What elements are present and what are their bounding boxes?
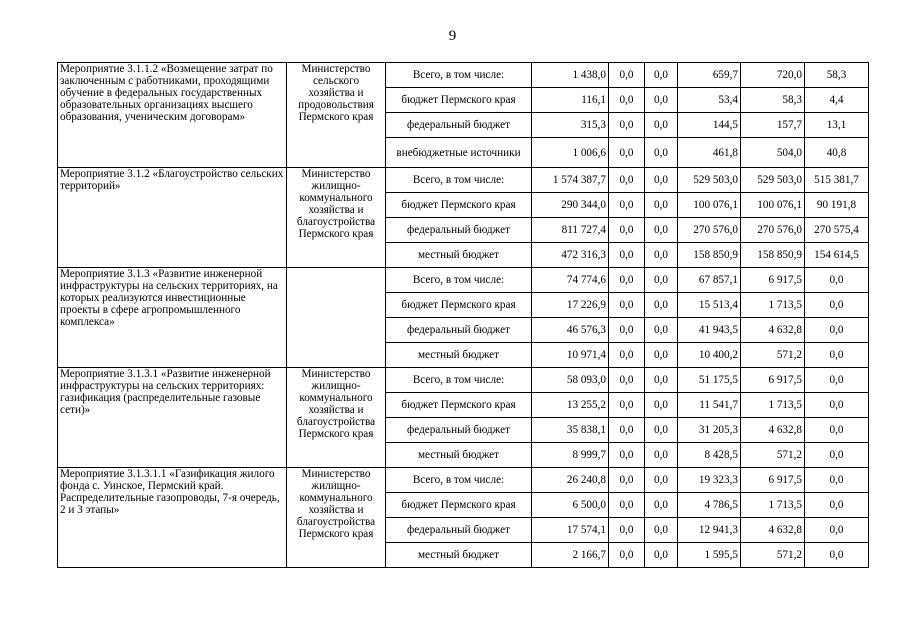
measure-description: Мероприятие 3.1.3.1 «Развитие инженерной инфраструктуры на сельских территориях: газификация (распределительные газовые сети)»	[58, 368, 287, 468]
value-cell-3: 0,0	[645, 468, 678, 493]
value-cell-6: 13,1	[805, 113, 869, 138]
funding-source: бюджет Пермского края	[386, 88, 532, 113]
responsible-organization: Министерство жилищно-коммунального хозяйства и благоустройства Пермского края	[287, 168, 386, 268]
funding-source: бюджет Пермского края	[386, 293, 532, 318]
value-cell-1: 6 500,0	[532, 493, 609, 518]
value-cell-5: 6 917,5	[741, 268, 805, 293]
value-cell-1: 1 006,6	[532, 138, 609, 168]
value-cell-4: 53,4	[678, 88, 741, 113]
measure-description: Мероприятие 3.1.3 «Развитие инженерной инфраструктуры на сельских территориях, на которых реализуются инвестиционные проекты в сфере агропромышленного комплекса»	[58, 268, 287, 368]
value-cell-4: 144,5	[678, 113, 741, 138]
value-cell-2: 0,0	[609, 88, 645, 113]
table-row	[58, 368, 869, 393]
value-cell-4: 41 943,5	[678, 318, 741, 343]
value-cell-2: 0,0	[609, 63, 645, 88]
measure-description: Мероприятие 3.1.3.1.1 «Газификация жилого фонда с. Уинское, Пермский край. Распределительные газопроводы, 7-я очередь, 2 и 3 этапы»	[58, 468, 287, 568]
value-cell-1: 46 576,3	[532, 318, 609, 343]
value-cell-2: 0,0	[609, 518, 645, 543]
value-cell-6: 0,0	[805, 418, 869, 443]
value-cell-3: 0,0	[645, 343, 678, 368]
value-cell-2: 0,0	[609, 243, 645, 268]
value-cell-5: 157,7	[741, 113, 805, 138]
value-cell-3: 0,0	[645, 443, 678, 468]
table-row	[58, 63, 869, 88]
funding-source: Всего, в том числе:	[386, 368, 532, 393]
value-cell-3: 0,0	[645, 418, 678, 443]
value-cell-5: 4 632,8	[741, 418, 805, 443]
funding-source: местный бюджет	[386, 243, 532, 268]
funding-source: федеральный бюджет	[386, 418, 532, 443]
value-cell-4: 10 400,2	[678, 343, 741, 368]
value-cell-6: 0,0	[805, 468, 869, 493]
value-cell-6: 270 575,4	[805, 218, 869, 243]
value-cell-4: 1 595,5	[678, 543, 741, 568]
value-cell-4: 529 503,0	[678, 168, 741, 193]
value-cell-6: 0,0	[805, 268, 869, 293]
funding-source: местный бюджет	[386, 543, 532, 568]
table-row	[58, 468, 869, 493]
funding-source: федеральный бюджет	[386, 518, 532, 543]
value-cell-1: 58 093,0	[532, 368, 609, 393]
value-cell-6: 515 381,7	[805, 168, 869, 193]
value-cell-4: 67 857,1	[678, 268, 741, 293]
value-cell-3: 0,0	[645, 518, 678, 543]
value-cell-1: 8 999,7	[532, 443, 609, 468]
value-cell-1: 26 240,8	[532, 468, 609, 493]
value-cell-5: 529 503,0	[741, 168, 805, 193]
value-cell-5: 1 713,5	[741, 293, 805, 318]
value-cell-5: 720,0	[741, 63, 805, 88]
value-cell-6: 0,0	[805, 393, 869, 418]
value-cell-5: 4 632,8	[741, 318, 805, 343]
value-cell-4: 15 513,4	[678, 293, 741, 318]
value-cell-1: 17 226,9	[532, 293, 609, 318]
value-cell-5: 270 576,0	[741, 218, 805, 243]
funding-source: Всего, в том числе:	[386, 268, 532, 293]
value-cell-6: 0,0	[805, 443, 869, 468]
value-cell-4: 11 541,7	[678, 393, 741, 418]
funding-source: бюджет Пермского края	[386, 393, 532, 418]
value-cell-4: 461,8	[678, 138, 741, 168]
table-row	[58, 168, 869, 193]
value-cell-3: 0,0	[645, 138, 678, 168]
value-cell-5: 571,2	[741, 343, 805, 368]
value-cell-2: 0,0	[609, 218, 645, 243]
value-cell-1: 116,1	[532, 88, 609, 113]
funding-source: бюджет Пермского края	[386, 493, 532, 518]
value-cell-4: 19 323,3	[678, 468, 741, 493]
value-cell-2: 0,0	[609, 493, 645, 518]
value-cell-5: 100 076,1	[741, 193, 805, 218]
funding-source: местный бюджет	[386, 443, 532, 468]
value-cell-3: 0,0	[645, 63, 678, 88]
page-number: 9	[448, 28, 457, 44]
value-cell-6: 0,0	[805, 293, 869, 318]
value-cell-4: 100 076,1	[678, 193, 741, 218]
value-cell-4: 8 428,5	[678, 443, 741, 468]
value-cell-3: 0,0	[645, 368, 678, 393]
value-cell-3: 0,0	[645, 493, 678, 518]
value-cell-4: 659,7	[678, 63, 741, 88]
value-cell-1: 35 838,1	[532, 418, 609, 443]
value-cell-6: 58,3	[805, 63, 869, 88]
value-cell-3: 0,0	[645, 218, 678, 243]
value-cell-4: 270 576,0	[678, 218, 741, 243]
value-cell-2: 0,0	[609, 468, 645, 493]
value-cell-3: 0,0	[645, 543, 678, 568]
value-cell-5: 58,3	[741, 88, 805, 113]
funding-source: Всего, в том числе:	[386, 63, 532, 88]
value-cell-4: 31 205,3	[678, 418, 741, 443]
value-cell-1: 13 255,2	[532, 393, 609, 418]
value-cell-2: 0,0	[609, 393, 645, 418]
value-cell-5: 571,2	[741, 443, 805, 468]
funding-source: федеральный бюджет	[386, 218, 532, 243]
value-cell-5: 1 713,5	[741, 493, 805, 518]
value-cell-1: 17 574,1	[532, 518, 609, 543]
value-cell-3: 0,0	[645, 293, 678, 318]
value-cell-3: 0,0	[645, 168, 678, 193]
value-cell-3: 0,0	[645, 193, 678, 218]
value-cell-2: 0,0	[609, 168, 645, 193]
value-cell-3: 0,0	[645, 268, 678, 293]
responsible-organization: Министерство сельского хозяйства и продовольствия Пермского края	[287, 63, 386, 168]
value-cell-2: 0,0	[609, 443, 645, 468]
value-cell-6: 0,0	[805, 318, 869, 343]
funding-source: внебюджетные источники	[386, 138, 532, 168]
value-cell-6: 0,0	[805, 368, 869, 393]
value-cell-3: 0,0	[645, 243, 678, 268]
responsible-organization	[287, 268, 386, 368]
funding-table	[57, 62, 869, 568]
value-cell-1: 472 316,3	[532, 243, 609, 268]
table-row	[58, 268, 869, 293]
funding-source: Всего, в том числе:	[386, 168, 532, 193]
value-cell-6: 90 191,8	[805, 193, 869, 218]
funding-source: федеральный бюджет	[386, 113, 532, 138]
value-cell-5: 504,0	[741, 138, 805, 168]
value-cell-2: 0,0	[609, 113, 645, 138]
value-cell-3: 0,0	[645, 393, 678, 418]
value-cell-6: 0,0	[805, 518, 869, 543]
table-body	[58, 63, 869, 568]
value-cell-5: 158 850,9	[741, 243, 805, 268]
value-cell-4: 12 941,3	[678, 518, 741, 543]
value-cell-4: 158 850,9	[678, 243, 741, 268]
value-cell-3: 0,0	[645, 113, 678, 138]
funding-source: бюджет Пермского края	[386, 193, 532, 218]
value-cell-2: 0,0	[609, 368, 645, 393]
value-cell-5: 4 632,8	[741, 518, 805, 543]
funding-source: местный бюджет	[386, 343, 532, 368]
value-cell-3: 0,0	[645, 318, 678, 343]
responsible-organization: Министерство жилищно-коммунального хозяйства и благоустройства Пермского края	[287, 468, 386, 568]
value-cell-1: 290 344,0	[532, 193, 609, 218]
value-cell-3: 0,0	[645, 88, 678, 113]
value-cell-1: 10 971,4	[532, 343, 609, 368]
value-cell-2: 0,0	[609, 543, 645, 568]
value-cell-1: 74 774,6	[532, 268, 609, 293]
value-cell-2: 0,0	[609, 318, 645, 343]
value-cell-2: 0,0	[609, 138, 645, 168]
value-cell-5: 6 917,5	[741, 368, 805, 393]
measure-description: Мероприятие 3.1.2 «Благоустройство сельских территорий»	[58, 168, 287, 268]
funding-source: федеральный бюджет	[386, 318, 532, 343]
value-cell-2: 0,0	[609, 293, 645, 318]
value-cell-4: 4 786,5	[678, 493, 741, 518]
value-cell-6: 40,8	[805, 138, 869, 168]
measure-description: Мероприятие 3.1.1.2 «Возмещение затрат по заключенным с работниками, проходящими обучение в федеральных государственных образовательных организациях высшего образования, ученическим договорам»	[58, 63, 287, 168]
funding-source: Всего, в том числе:	[386, 468, 532, 493]
value-cell-1: 2 166,7	[532, 543, 609, 568]
value-cell-5: 6 917,5	[741, 468, 805, 493]
value-cell-6: 0,0	[805, 543, 869, 568]
value-cell-2: 0,0	[609, 193, 645, 218]
value-cell-2: 0,0	[609, 418, 645, 443]
value-cell-4: 51 175,5	[678, 368, 741, 393]
value-cell-2: 0,0	[609, 343, 645, 368]
value-cell-1: 1 438,0	[532, 63, 609, 88]
value-cell-6: 0,0	[805, 493, 869, 518]
value-cell-1: 811 727,4	[532, 218, 609, 243]
value-cell-6: 0,0	[805, 343, 869, 368]
value-cell-6: 4,4	[805, 88, 869, 113]
value-cell-1: 1 574 387,7	[532, 168, 609, 193]
value-cell-1: 315,3	[532, 113, 609, 138]
responsible-organization: Министерство жилищно-коммунального хозяйства и благоустройства Пермского края	[287, 368, 386, 468]
value-cell-6: 154 614,5	[805, 243, 869, 268]
value-cell-5: 571,2	[741, 543, 805, 568]
value-cell-5: 1 713,5	[741, 393, 805, 418]
value-cell-2: 0,0	[609, 268, 645, 293]
